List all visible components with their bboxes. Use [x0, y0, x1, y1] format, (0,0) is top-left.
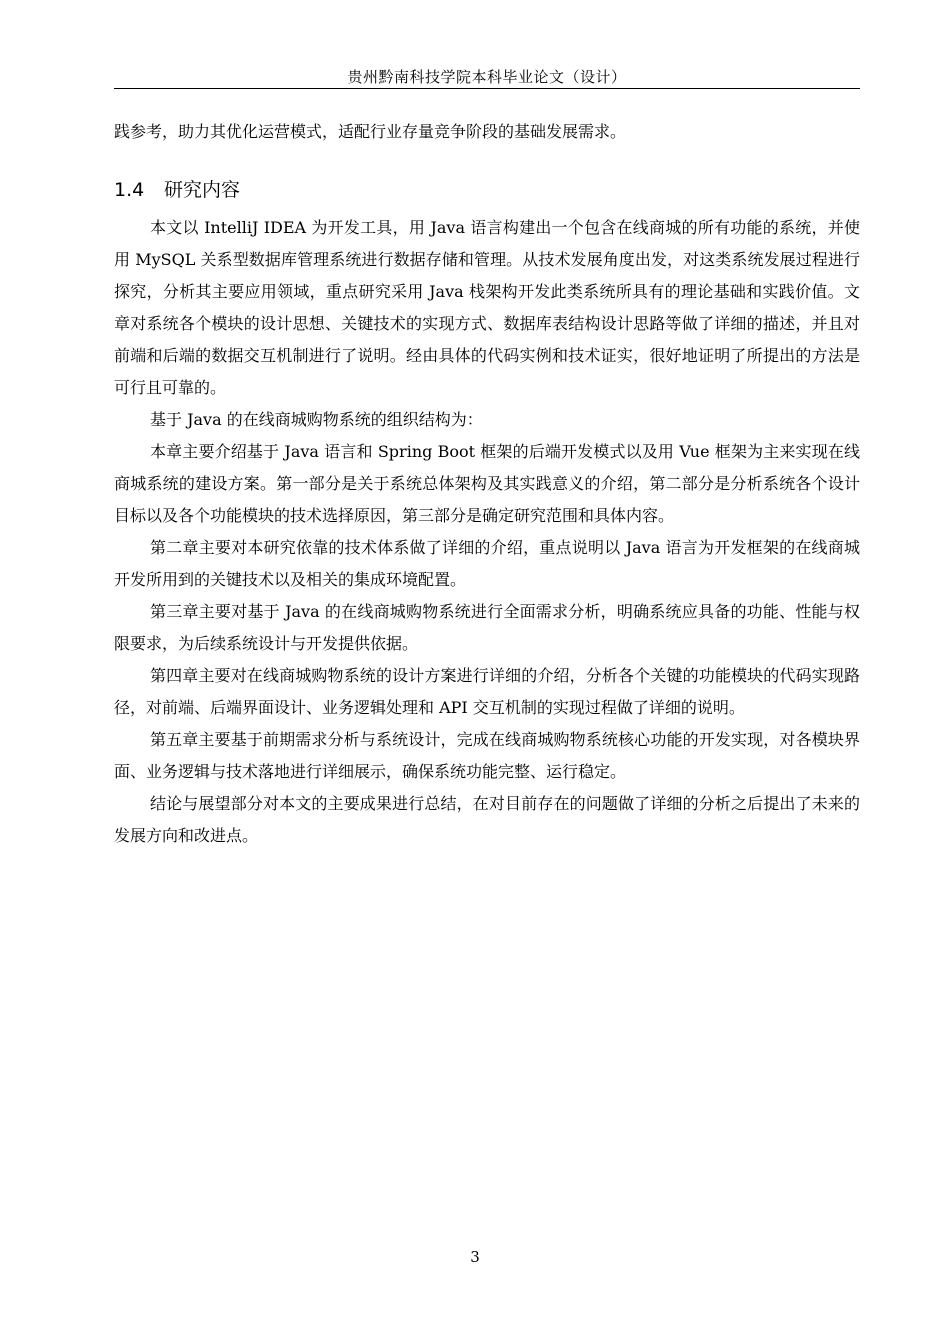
- header-rule: [114, 88, 860, 89]
- section-number: 1.4: [114, 179, 145, 201]
- continuation-paragraph: 践参考，助力其优化运营模式，适配行业存量竞争阶段的基础发展需求。: [114, 122, 627, 141]
- paragraph-conclusion: 结论与展望部分对本文的主要成果进行总结，在对目前存在的问题做了详细的分析之后提出了未来的发展方向和改进点。: [114, 794, 860, 845]
- paragraph-chapter-4: 第四章主要对在线商城购物系统的设计方案进行详细的介绍，分析各个关键的功能模块的代码实现路径，对前端、后端界面设计、业务逻辑处理和 API 交互机制的实现过程做了详细的说明。: [114, 666, 860, 717]
- paragraph-chapter-3: 第三章主要对基于 Java 的在线商城购物系统进行全面需求分析，明确系统应具备的功能、性能与权限要求，为后续系统设计与开发提供依据。: [114, 602, 860, 653]
- page-content: [114, 116, 860, 852]
- paragraph-overview: 本文以 IntelliJ IDEA 为开发工具，用 Java 语言构建出一个包含在线商城的所有功能的系统，并使用 MySQL 关系型数据库管理系统进行数据存储和管理。从技术发展角度出发，对这类系统发展过程进行探究，分析其主要应用领域，重点研究采用 Java 栈架构开发此类系统所具有的理论基础和实践价值。文章对系统各个模块的设计思想、关键技术的实现方式、数据库表结构设计思路等做了详细的描述，并且对前端和后端的数据交互机制进行了说明。经由具体的代码实例和技术证实，很好地证明了所提出的方法是可行且可靠的。: [114, 218, 860, 397]
- running-header: 贵州黔南科技学院本科毕业论文（设计）: [347, 68, 627, 86]
- paragraph-chapter-5: 第五章主要基于前期需求分析与系统设计，完成在线商城购物系统核心功能的开发实现，对各模块界面、业务逻辑与技术落地进行详细展示，确保系统功能完整、运行稳定。: [114, 730, 860, 781]
- paragraph-structure-intro: 基于 Java 的在线商城购物系统的组织结构为：: [150, 410, 483, 429]
- paragraph-chapter-1: 本章主要介绍基于 Java 语言和 Spring Boot 框架的后端开发模式以及用 Vue 框架为主来实现在线商城系统的建设方案。第一部分是关于系统总体架构及其实践意义的介绍，第二部分是分析系统各个设计目标以及各个功能模块的技术选择原因，第三部分是确定研究范围和具体内容。: [114, 442, 860, 525]
- section-heading: [114, 174, 860, 206]
- paragraph-chapter-2: 第二章主要对本研究依靠的技术体系做了详细的介绍，重点说明以 Java 语言为开发框架的在线商城开发所用到的关键技术以及相关的集成环境配置。: [114, 538, 860, 589]
- page-number: 3: [470, 1248, 480, 1266]
- section-title: 研究内容: [164, 179, 241, 201]
